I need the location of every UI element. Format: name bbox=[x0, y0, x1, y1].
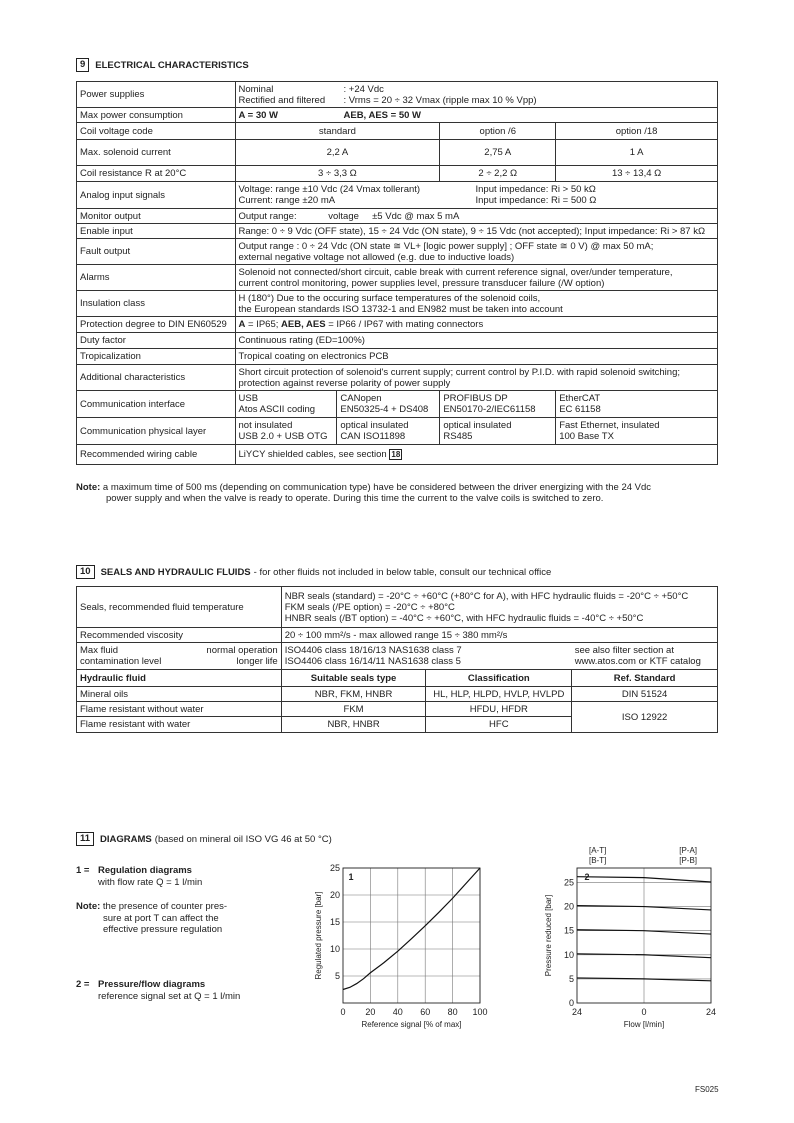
cell-text: USB bbox=[238, 393, 259, 404]
y-tick-label: 0 bbox=[568, 998, 574, 1008]
cell-text: PROFIBUS DP bbox=[443, 393, 508, 404]
x-tick-label: 80 bbox=[447, 1007, 458, 1017]
cell-text: Max fluid bbox=[80, 645, 119, 656]
y-axis-label: Pressure reduced [bar] bbox=[544, 894, 553, 977]
cell: standard bbox=[235, 123, 440, 140]
cell: Continuous rating (ED=100%) bbox=[235, 333, 718, 349]
section-subtitle: (based on mineral oil ISO VG 46 at 50 °C) bbox=[154, 833, 332, 845]
cell-text: ISO4406 class 16/14/11 NAS1638 class 5 bbox=[284, 656, 461, 667]
series-line bbox=[343, 868, 480, 990]
cell-text: external negative voltage not allowed (e.g. due to inductive loads) bbox=[238, 251, 515, 263]
cell: 13 ÷ 13,4 Ω bbox=[556, 166, 718, 182]
cell-text: LiYCY shielded cables, see section bbox=[238, 449, 387, 460]
cell-text: Fast Ethernet, insulated bbox=[559, 420, 660, 431]
row-label: Max power consumption bbox=[77, 108, 236, 123]
cell-text: RS485 bbox=[443, 431, 473, 442]
cell-text: Voltage: range ±10 Vdc (24 Vmax tollerant) bbox=[238, 184, 421, 195]
port-label: [P-B] bbox=[679, 856, 697, 865]
cell-text: Nominal bbox=[238, 83, 274, 95]
section-number: 9 bbox=[76, 58, 89, 72]
x-axis-label: Reference signal [% of max] bbox=[361, 1020, 462, 1029]
x-tick-label: 40 bbox=[392, 1007, 403, 1017]
row-label: Coil resistance R at 20°C bbox=[77, 166, 236, 182]
cell-text: CANopen bbox=[340, 393, 382, 404]
item-title: Regulation diagrams bbox=[98, 865, 192, 876]
cell: Tropical coating on electronics PCB bbox=[235, 349, 718, 365]
column-header: Suitable seals type bbox=[281, 670, 426, 687]
y-axis-label: Regulated pressure [bar] bbox=[314, 891, 323, 980]
x-tick-label: 20 bbox=[365, 1007, 376, 1017]
row-label: Power supplies bbox=[77, 82, 236, 108]
page-footer-code: FS025 bbox=[695, 1085, 719, 1094]
port-label: [P-A] bbox=[679, 846, 697, 855]
row-label: Tropicalization bbox=[77, 349, 236, 365]
y-tick-label: 5 bbox=[334, 971, 340, 981]
cell-text: EC 61158 bbox=[559, 404, 601, 415]
row-label: Max. solenoid current bbox=[77, 140, 236, 166]
y-tick-label: 25 bbox=[329, 863, 340, 873]
cell-text: current control monitoring, power supplies level, pressure transducer failure (/W option) bbox=[238, 277, 605, 289]
x-tick-label: 24 bbox=[705, 1007, 717, 1017]
cell-text: A bbox=[238, 319, 246, 330]
section-title: DIAGRAMS bbox=[100, 833, 152, 845]
cell-text: Solenoid not connected/short circuit, cable break with current reference signal, over/under temperature, bbox=[238, 266, 673, 278]
row-label: Monitor output bbox=[77, 209, 236, 224]
item-text: reference signal set at Q = 1 l/min bbox=[98, 990, 241, 1002]
section-number: 11 bbox=[76, 832, 94, 846]
cell-text: : Vrms = 20 ÷ 32 Vmax (ripple max 10 % Vpp) bbox=[343, 94, 537, 106]
row-label: Fault output bbox=[77, 239, 236, 265]
cell-text: : +24 Vdc bbox=[343, 83, 384, 95]
cell-text: A = 30 W bbox=[238, 109, 279, 121]
column-header: Classification bbox=[426, 670, 572, 687]
cell-text: see also filter section at bbox=[574, 645, 674, 656]
cell: HFC bbox=[426, 717, 572, 733]
row-label: Analog input signals bbox=[77, 182, 236, 209]
note-text: effective pressure regulation bbox=[103, 924, 223, 935]
note-text: power supply and when the valve is ready to operate. During this time the current to the valve coils is switched to zero. bbox=[106, 493, 604, 504]
cell-text: not insulated bbox=[238, 420, 293, 431]
x-tick-label: 100 bbox=[472, 1007, 488, 1017]
cell-text: AEB, AES = 50 W bbox=[343, 109, 422, 121]
row-label: Insulation class bbox=[77, 291, 236, 317]
y-tick-label: 15 bbox=[563, 925, 574, 936]
section-number: 10 bbox=[76, 565, 95, 579]
y-tick-label: 10 bbox=[563, 949, 574, 960]
cell: option /18 bbox=[556, 123, 718, 140]
item-number: 2 = bbox=[76, 979, 90, 990]
x-tick-label: 0 bbox=[641, 1007, 647, 1017]
cell: Range: 0 ÷ 9 Vdc (OFF state), 15 ÷ 24 Vdc (ON state), 9 ÷ 15 Vdc (not accepted); Input impedance: Ri > 87 kΩ bbox=[235, 224, 718, 239]
y-tick-label: 5 bbox=[568, 973, 574, 984]
x-tick-label: 60 bbox=[420, 1007, 431, 1017]
cell-text: normal operation bbox=[206, 645, 278, 656]
cell-text: Rectified and filtered bbox=[238, 94, 326, 106]
cell: HL, HLP, HLPD, HVLP, HVLPD bbox=[426, 687, 572, 702]
port-label: [B-T] bbox=[589, 856, 607, 865]
cell: FKM bbox=[281, 702, 426, 717]
x-axis-label: Flow [l/min] bbox=[623, 1020, 665, 1029]
row-label: Coil voltage code bbox=[77, 123, 236, 140]
cell-text: EN50325-4 + DS408 bbox=[340, 404, 429, 415]
row-label: Recommended wiring cable bbox=[77, 445, 236, 465]
y-tick-label: 20 bbox=[329, 890, 340, 900]
note-label: Note: bbox=[76, 901, 101, 912]
cell: Output range: voltage ±5 Vdc @ max 5 mA bbox=[235, 209, 718, 224]
cell: NBR, FKM, HNBR bbox=[281, 687, 426, 702]
plot-frame bbox=[343, 868, 480, 1003]
note-label: Note: bbox=[76, 482, 101, 493]
cell-text: optical insulated bbox=[340, 420, 409, 431]
cell-text: Output range : 0 ÷ 24 Vdc (ON state ≅ VL+ [logic power supply] ; OFF state ≅ 0 V) @ max 50 mA; bbox=[238, 240, 654, 252]
cell-text: H (180°) Due to the occuring surface temperatures of the solenoid coils, bbox=[238, 292, 541, 304]
panel-label: 1 bbox=[348, 872, 354, 882]
cell-text: = IP66 / IP67 with mating connectors bbox=[325, 319, 484, 330]
cell-text: HNBR seals (/BT option) = -40°C ÷ +60°C, with HFC hydraulic fluids = -40°C ÷ +50°C bbox=[284, 612, 644, 624]
cell: 2,2 A bbox=[235, 140, 440, 166]
y-tick-label: 10 bbox=[329, 944, 340, 954]
cell-text: Input impedance: Ri > 50 kΩ bbox=[475, 184, 596, 195]
row-label: Recommended viscosity bbox=[77, 628, 282, 643]
cell-text: Current: range ±20 mA bbox=[238, 195, 336, 206]
cell-text: Atos ASCII coding bbox=[238, 404, 316, 415]
note-text: the presence of counter pres- bbox=[102, 901, 228, 912]
cell-text: Input impedance: Ri = 500 Ω bbox=[475, 195, 597, 206]
item-number: 1 = bbox=[76, 865, 90, 876]
cell-text: contamination level bbox=[80, 656, 162, 667]
cell-text: CAN ISO11898 bbox=[340, 431, 406, 442]
item-text: with flow rate Q = 1 l/min bbox=[98, 876, 203, 888]
cell-text: the European standards ISO 13732-1 and EN982 must be taken into account bbox=[238, 303, 563, 315]
section-title: SEALS AND HYDRAULIC FLUIDS bbox=[100, 566, 251, 578]
cell-text: EtherCAT bbox=[559, 393, 601, 404]
cell-text: = IP65; bbox=[245, 319, 282, 330]
cell-text: protection against reverse polarity of power supply bbox=[238, 377, 451, 389]
row-label: Enable input bbox=[77, 224, 236, 239]
x-tick-label: 24 bbox=[571, 1007, 583, 1017]
x-tick-label: 0 bbox=[340, 1007, 346, 1017]
row-label: Communication interface bbox=[77, 391, 236, 418]
y-tick-label: 25 bbox=[563, 877, 574, 888]
row-label: Protection degree to DIN EN60529 bbox=[77, 317, 236, 333]
cell-text: Short circuit protection of solenoid's current supply; current control by P.I.D. with rapid solenoid switching; bbox=[238, 366, 680, 378]
cell-text: optical insulated bbox=[443, 420, 512, 431]
column-header: Hydraulic fluid bbox=[77, 670, 282, 687]
cell-text: FKM seals (/PE option) = -20°C ÷ +80°C bbox=[284, 601, 455, 613]
cell: DIN 51524 bbox=[572, 687, 718, 702]
cell: Flame resistant without water bbox=[77, 702, 282, 717]
cell: NBR, HNBR bbox=[281, 717, 426, 733]
cell-text: longer life bbox=[236, 656, 278, 667]
note-text: sure at port T can affect the bbox=[103, 912, 219, 924]
cell: 1 A bbox=[556, 140, 718, 166]
cell-text: 100 Base TX bbox=[559, 431, 614, 442]
cell-text: NBR seals (standard) = -20°C ÷ +60°C (+80°C for A), with HFC hydraulic fluids = -20°C ÷ +50°C bbox=[284, 590, 689, 602]
section-title: ELECTRICAL CHARACTERISTICS bbox=[95, 59, 249, 71]
port-label: [A-T] bbox=[589, 846, 607, 855]
column-header: Ref. Standard bbox=[572, 670, 718, 687]
cell: ISO 12922 bbox=[572, 702, 718, 733]
cell: Flame resistant with water bbox=[77, 717, 282, 733]
section-subtitle: - for other fluids not included in below table, consult our technical office bbox=[253, 566, 552, 578]
section-ref-link[interactable]: 18 bbox=[391, 450, 401, 459]
cell: 2,75 A bbox=[440, 140, 556, 166]
cell-text: AEB, AES bbox=[281, 319, 326, 330]
y-tick-label: 15 bbox=[329, 917, 340, 927]
cell-text: ISO4406 class 18/16/13 NAS1638 class 7 bbox=[284, 645, 462, 656]
row-label: Communication physical layer bbox=[77, 418, 236, 445]
cell-text: www.atos.com or KTF catalog bbox=[574, 656, 701, 667]
cell-text: USB 2.0 + USB OTG bbox=[238, 431, 328, 442]
cell: HFDU, HFDR bbox=[426, 702, 572, 717]
item-title: Pressure/flow diagrams bbox=[98, 979, 206, 990]
note-text: a maximum time of 500 ms (depending on communication type) have be considered between the driver energizing with the 24 Vdc bbox=[102, 482, 652, 493]
cell: 2 ÷ 2,2 Ω bbox=[440, 166, 556, 182]
cell: 20 ÷ 100 mm²/s - max allowed range 15 ÷ 380 mm²/s bbox=[281, 628, 717, 643]
cell: option /6 bbox=[440, 123, 556, 140]
row-label: Duty factor bbox=[77, 333, 236, 349]
cell: 3 ÷ 3,3 Ω bbox=[235, 166, 440, 182]
row-label: Additional characteristics bbox=[77, 365, 236, 391]
row-label: Alarms bbox=[77, 265, 236, 291]
row-label: Seals, recommended fluid temperature bbox=[77, 587, 282, 628]
y-tick-label: 20 bbox=[563, 901, 574, 912]
cell: Mineral oils bbox=[77, 687, 282, 702]
cell-text: EN50170-2/IEC61158 bbox=[443, 404, 536, 415]
panel-label: 2 bbox=[584, 872, 590, 882]
